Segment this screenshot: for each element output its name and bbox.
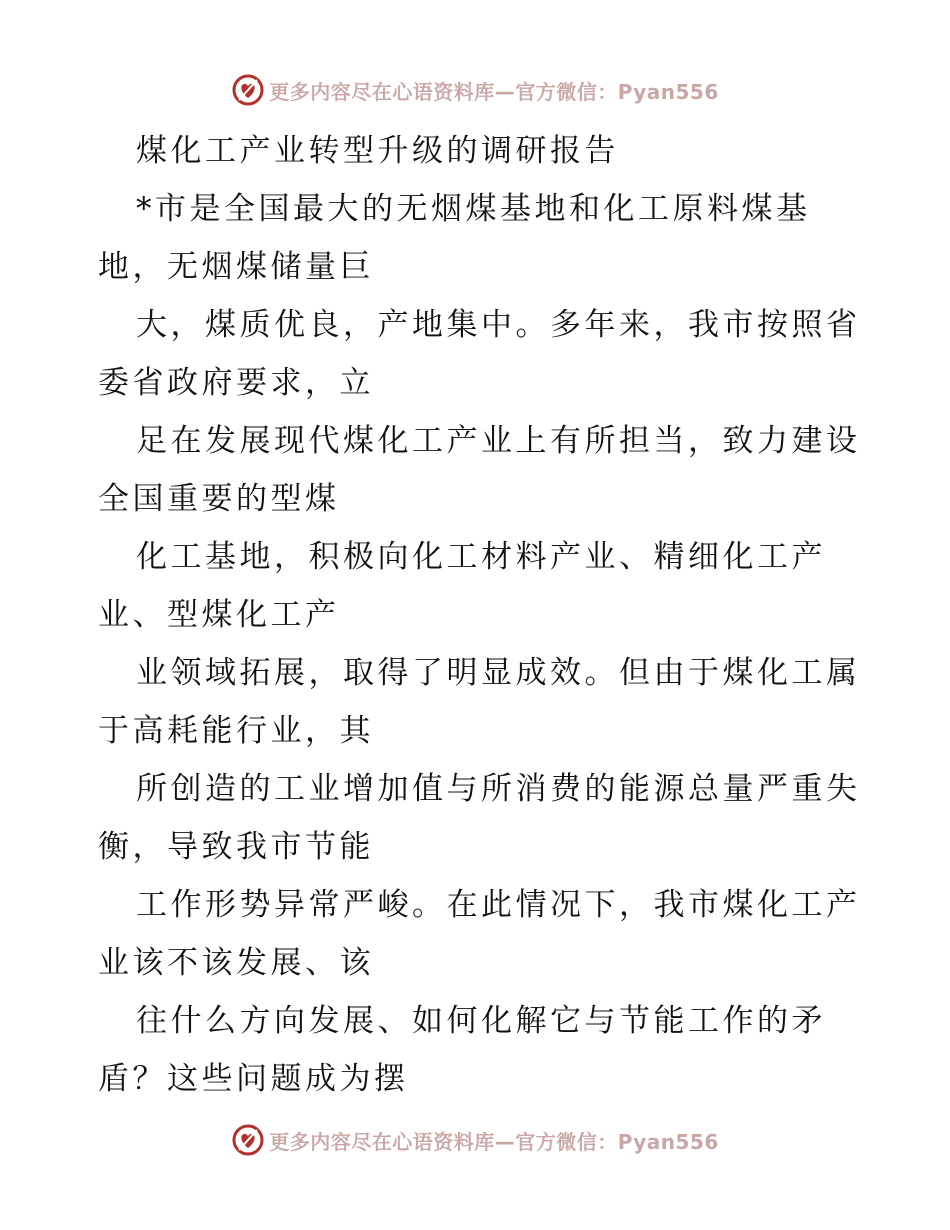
paragraph-line: 业领域拓展，取得了明显成效。但由于煤化工属 <box>136 655 861 691</box>
footer-banner <box>0 1120 950 1160</box>
paragraph-line: *市是全国最大的无烟煤基地和化工原料煤基 <box>136 191 811 227</box>
paragraph-line: 衡，导致我市节能 <box>98 829 374 865</box>
paragraph-line: 大，煤质优良，产地集中。多年来，我市按照省 <box>136 307 861 343</box>
document-title: 煤化工产业转型升级的调研报告 <box>136 133 619 169</box>
banner-text: 更多内容尽在心语资料库—官方微信：Pyan556 <box>269 79 719 104</box>
paragraph-line: 所创造的工业增加值与所消费的能源总量严重失 <box>136 771 861 807</box>
paragraph-line: 业该不该发展、该 <box>98 945 374 981</box>
paragraph-line: 全国重要的型煤 <box>98 481 340 517</box>
paragraph-line: 工作形势异常严峻。在此情况下，我市煤化工产 <box>136 887 861 923</box>
heart-logo-icon <box>231 1123 265 1157</box>
paragraph-line: 于高耗能行业，其 <box>98 713 374 749</box>
paragraph-line: 化工基地，积极向化工材料产业、精细化工产 <box>136 539 826 575</box>
heart-logo-icon <box>231 73 265 107</box>
document-body <box>98 122 861 1108</box>
paragraph-line: 委省政府要求，立 <box>98 365 374 401</box>
paragraph-line: 盾？这些问题成为摆 <box>98 1061 409 1097</box>
paragraph-line: 足在发展现代煤化工产业上有所担当，致力建设 <box>136 423 861 459</box>
paragraph-line: 业、型煤化工产 <box>98 597 340 633</box>
header-banner <box>0 70 950 110</box>
paragraph-line: 地，无烟煤储量巨 <box>98 249 374 285</box>
paragraph-line: 往什么方向发展、如何化解它与节能工作的矛 <box>136 1003 826 1039</box>
banner-text: 更多内容尽在心语资料库—官方微信：Pyan556 <box>269 1129 719 1154</box>
